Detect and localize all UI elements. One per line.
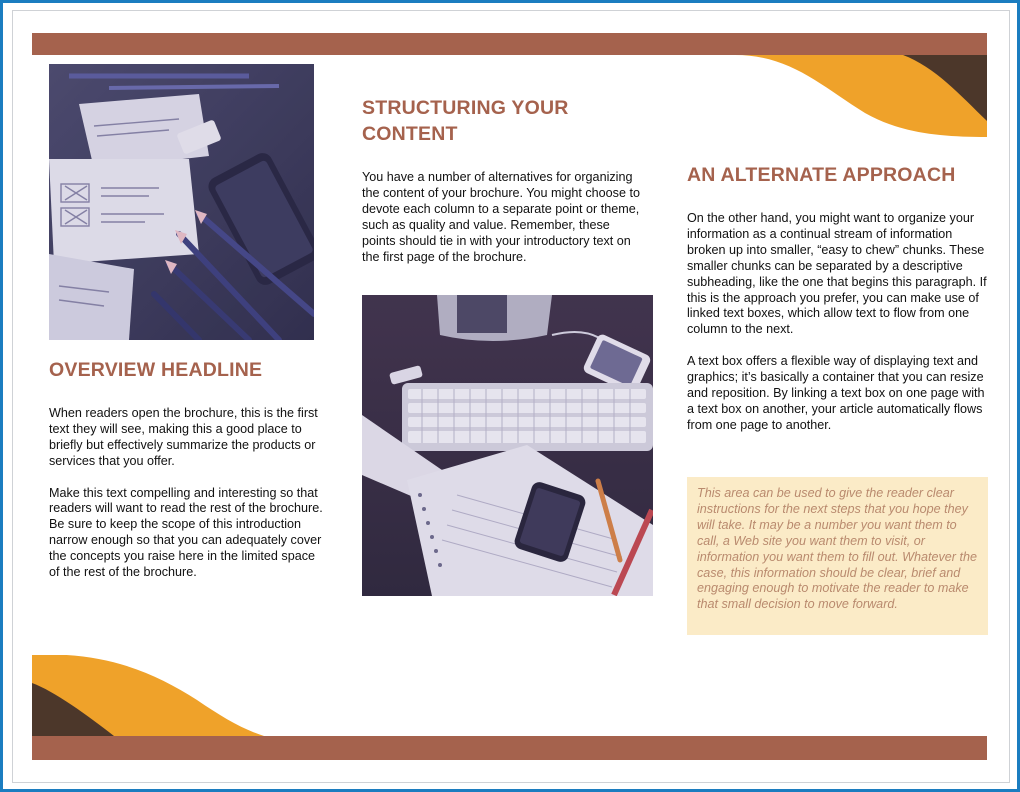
structuring-content-headline: STRUCTURING YOUR CONTENT [362,97,569,145]
structuring-paragraph-1: You have a number of alternatives for organizing the content of your brochure. You might choose to devote each column to a separate point or theme, such as quality and value. Remember, these points should tie in with your introductory text on the first page of the brochure. [362,170,640,264]
desk-sketches-photo [49,64,314,340]
alternate-paragraph-1: On the other hand, you might want to organize your information as a continual stream of information broken up into smaller, “easy to chew” chunks. These smaller chunks can be separated by a descriptive subheading, like the one that begins this paragraph. If this is the approach you prefer, you can make use of linked text boxes, which allow text to flow from one column to the next. [687,211,987,337]
overview-headline: OVERVIEW HEADLINE [49,359,263,381]
alternate-approach-body [687,211,989,450]
structuring-content-body [362,170,644,281]
call-to-action-box [687,477,988,635]
overview-body [49,406,327,597]
top-right-swoosh-decoration [735,55,987,137]
alternate-paragraph-2: A text box offers a flexible way of displaying text and graphics; it’s basically a container that you can resize and reposition. By linking a text box on one page with a text box on another, your article automatically flows from one page to another. [687,354,985,432]
top-accent-band [32,33,987,55]
overview-paragraph-1: When readers open the brochure, this is the first text they will see, making this a good place to briefly but effectively summarize the products or services that you offer. [49,406,318,468]
call-to-action-text: This area can be used to give the reader clear instructions for the next steps that you hope they will take. It may be a number you want them to call, a Web site you want them to visit, or information you want them to fill out. Whatever the case, this information should be clear, brief and engaging enough to motivate the reader to make that small decision to move forward. [697,486,977,612]
bottom-left-swoosh-decoration [32,655,264,736]
overview-paragraph-2: Make this text compelling and interesting so that readers will want to read the rest of the brochure. Be sure to keep the scope of this introduction narrow enough so that you can adequately cover the concepts you raise here in the limited space of the rest of the brochure. [49,485,323,580]
bottom-accent-band [32,736,987,760]
alternate-approach-headline: AN ALTERNATE APPROACH [687,164,956,186]
keyboard-desk-photo [362,295,653,596]
